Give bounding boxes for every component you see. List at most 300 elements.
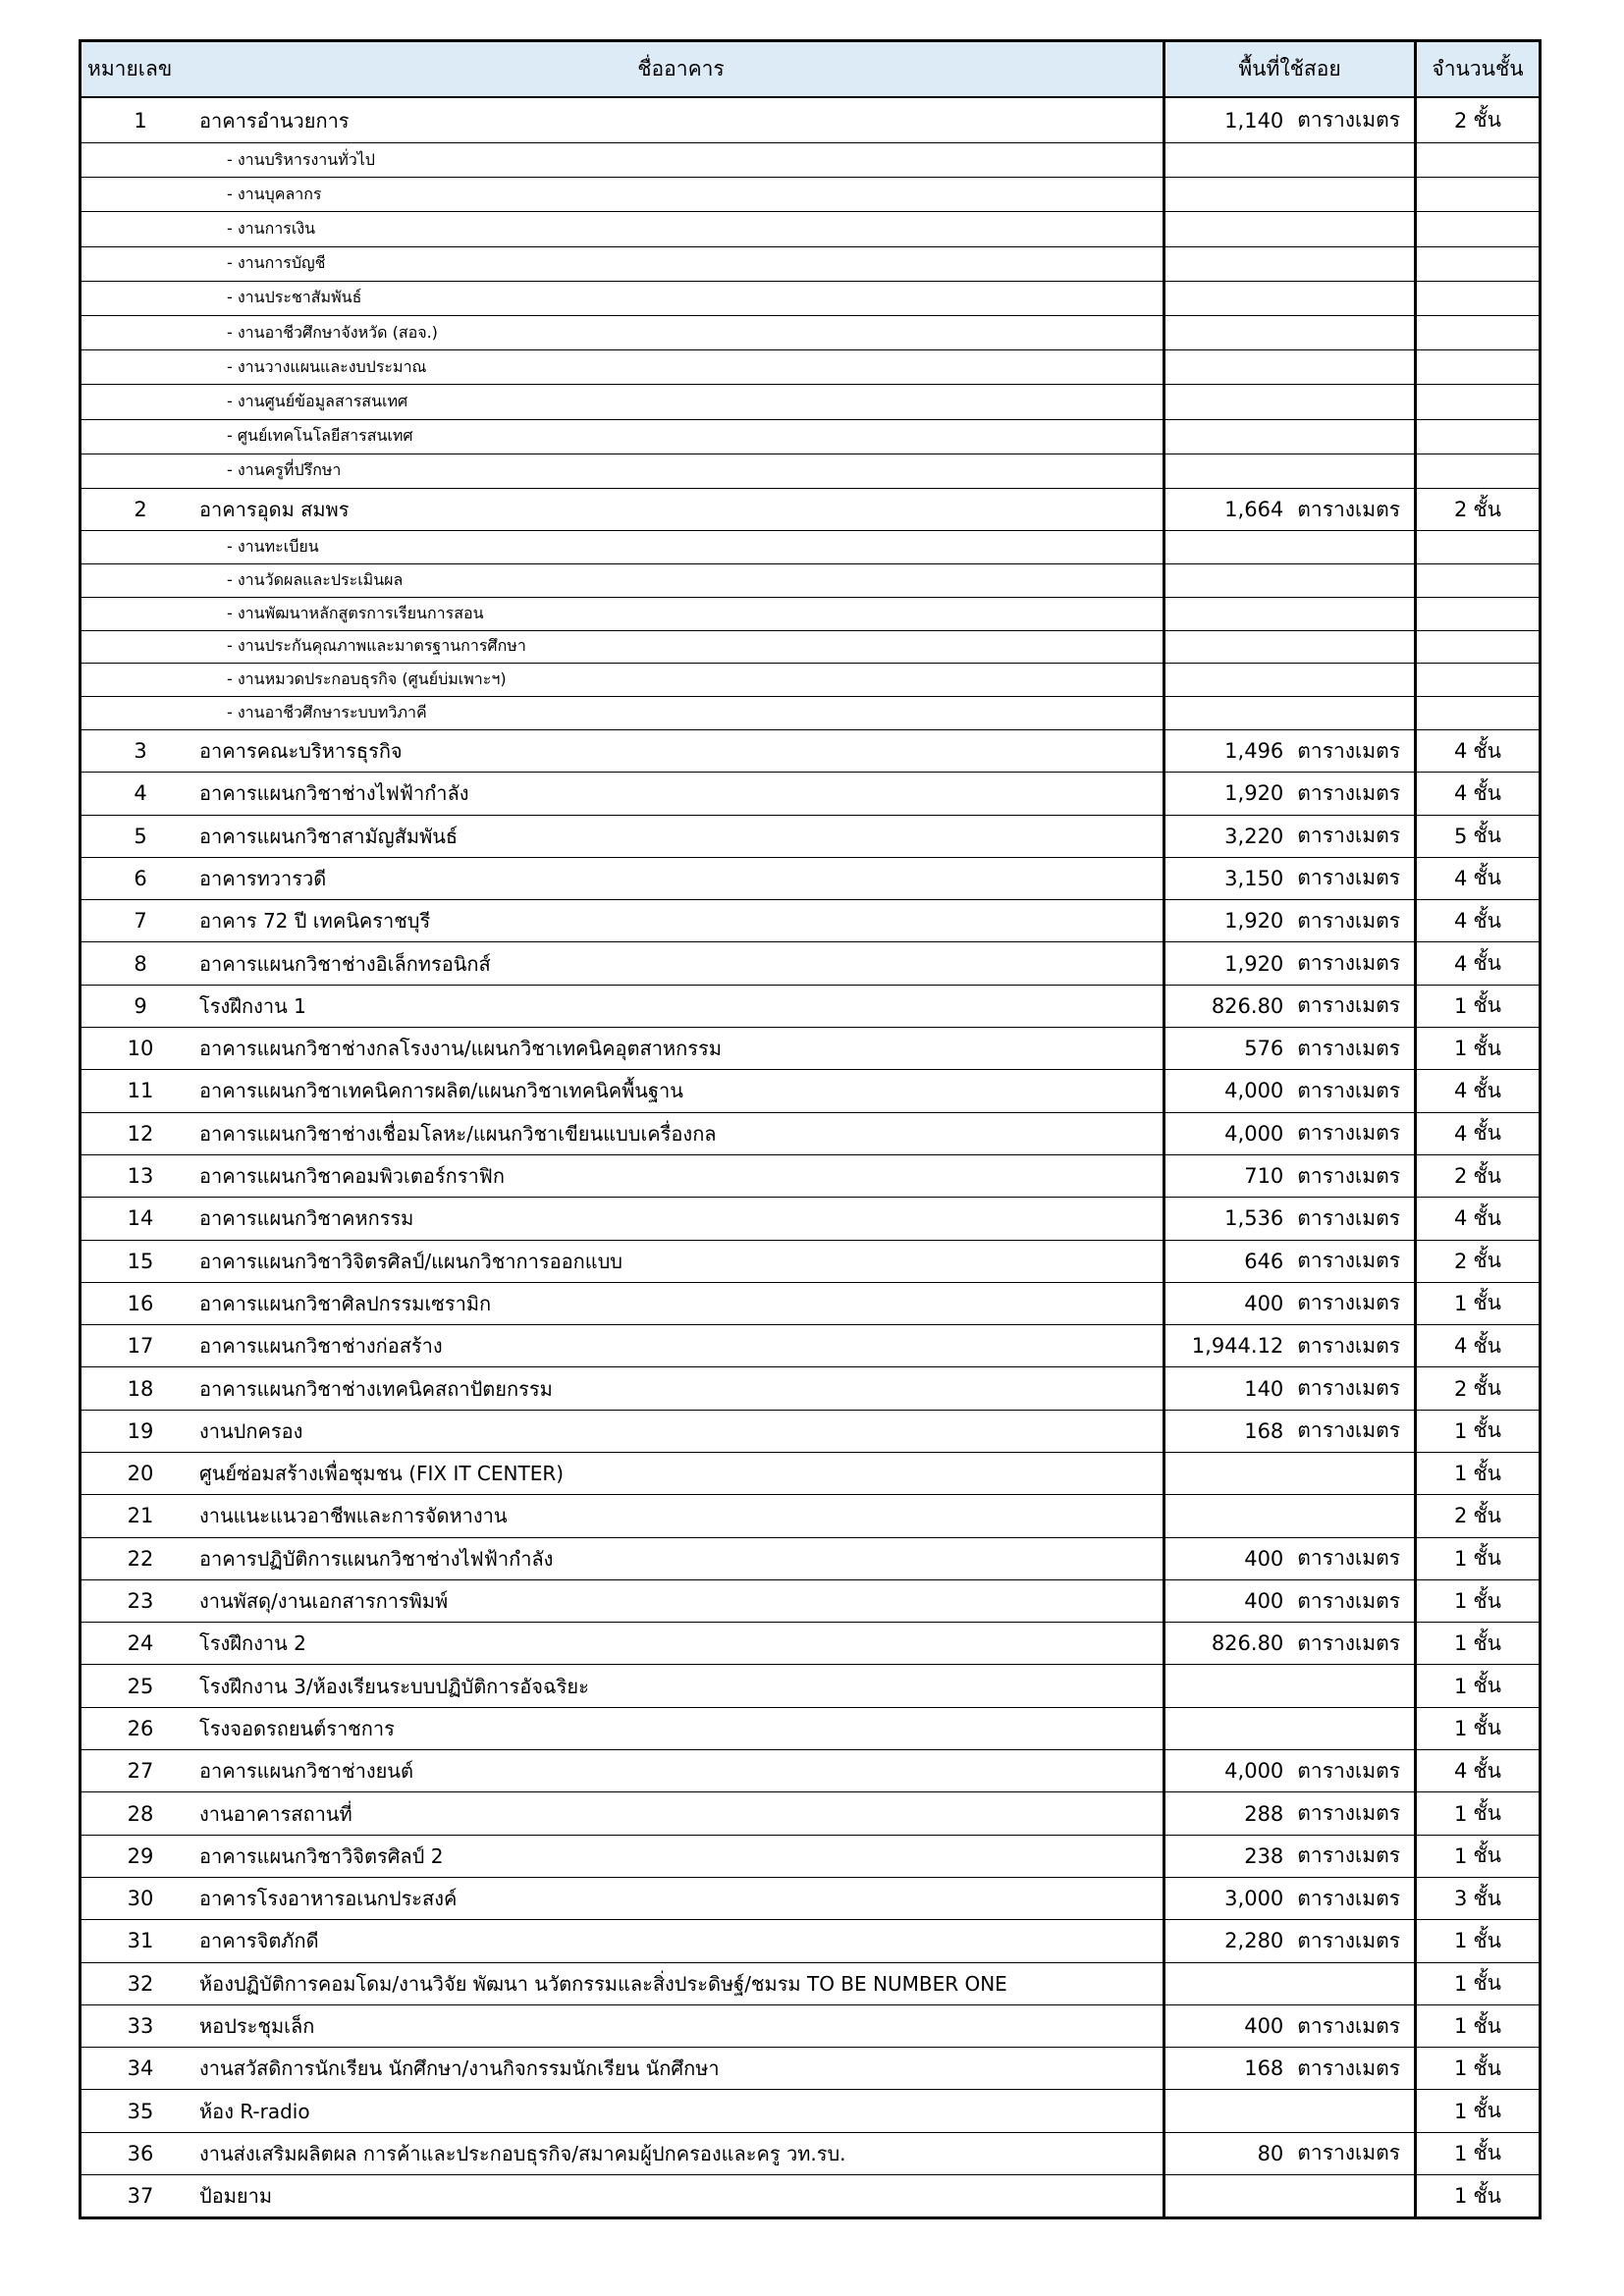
floors-unit: ชั้น xyxy=(1473,866,1501,890)
area-value: 4,000 xyxy=(1224,1121,1284,1146)
header-area: พื้นที่ใช้สอย xyxy=(1163,42,1414,96)
area-unit: ตารางเมตร xyxy=(1297,1205,1400,1230)
sub-item-area-cell xyxy=(1163,247,1414,281)
building-name: โรงฝึกงาน 3/ห้องเรียนระบบปฏิบัติการอัจฉริยะ xyxy=(199,1674,589,1698)
table-row xyxy=(81,1877,1539,1919)
building-floors xyxy=(1414,1070,1539,1111)
floors-unit: ชั้น xyxy=(1473,1205,1501,1230)
building-floors xyxy=(1414,2133,1539,2174)
area-unit: ตารางเมตร xyxy=(1297,1758,1400,1783)
floors-unit: ชั้น xyxy=(1473,1163,1501,1188)
floors-value: 1 xyxy=(1454,1291,1468,1315)
floors-value: 1 xyxy=(1454,1589,1468,1614)
area-unit: ตารางเมตร xyxy=(1297,1928,1400,1952)
building-area xyxy=(1163,1325,1414,1366)
building-area xyxy=(1163,1283,1414,1324)
floors-value: 1 xyxy=(1454,1716,1468,1740)
building-area xyxy=(1163,2048,1414,2089)
building-name: อาคารโรงอาหารอเนกประสงค์ xyxy=(199,1887,458,1911)
floors-unit: ชั้น xyxy=(1473,2013,1501,2038)
building-table xyxy=(79,39,1542,2219)
building-floors xyxy=(1414,2090,1539,2131)
sub-item-row xyxy=(81,211,1539,245)
building-number: 26 xyxy=(127,1716,154,1740)
floors-unit: ชั้น xyxy=(1473,1630,1501,1655)
area-unit: ตารางเมตร xyxy=(1297,1376,1400,1401)
building-floors xyxy=(1414,1538,1539,1579)
building-name: งานส่งเสริมผลิตผล การค้าและประกอบธุรกิจ/สมาคมผู้ปกครองและครู วท.รบ. xyxy=(199,2141,846,2165)
sub-item-row xyxy=(81,281,1539,315)
floors-unit: ชั้น xyxy=(1473,1928,1501,1952)
building-area xyxy=(1163,773,1414,814)
building-name: งานปกครอง xyxy=(199,1418,303,1443)
floors-value: 2 xyxy=(1454,1504,1468,1528)
building-name: อาคารแผนกวิชาช่างเทคนิคสถาปัตยกรรม xyxy=(199,1376,553,1401)
area-value: 1,536 xyxy=(1224,1206,1284,1231)
building-name: งานพัสดุ/งานเอกสารการพิมพ์ xyxy=(199,1589,449,1614)
building-area xyxy=(1163,1070,1414,1111)
area-value: 80 xyxy=(1257,2141,1284,2165)
building-number: 27 xyxy=(127,1759,154,1784)
building-area xyxy=(1163,1538,1414,1579)
building-number: 5 xyxy=(134,824,147,848)
building-number: 28 xyxy=(127,1801,154,1826)
sub-item-area-cell xyxy=(1163,282,1414,315)
sub-item-row xyxy=(81,454,1539,488)
area-unit: ตารางเมตร xyxy=(1297,1843,1400,1868)
area-value: 1,664 xyxy=(1224,498,1284,522)
building-floors xyxy=(1414,1155,1539,1197)
area-value: 1,920 xyxy=(1224,951,1284,976)
table-row xyxy=(81,1919,1539,1961)
building-number: 20 xyxy=(127,1462,154,1486)
area-unit: ตารางเมตร xyxy=(1297,1036,1400,1060)
building-name: อาคารแผนกวิชาศิลปกรรมเซรามิก xyxy=(199,1291,492,1315)
sub-item-floors-cell xyxy=(1414,454,1539,488)
building-area xyxy=(1163,816,1414,857)
sub-item-floors-cell xyxy=(1414,564,1539,597)
building-floors xyxy=(1414,986,1539,1027)
floors-unit: ชั้น xyxy=(1473,1503,1501,1527)
building-number: 17 xyxy=(127,1334,154,1359)
table-row xyxy=(81,1835,1539,1877)
building-area xyxy=(1163,2175,1414,2216)
floors-unit: ชั้น xyxy=(1473,1418,1501,1443)
building-floors xyxy=(1414,1325,1539,1366)
sub-item-area-cell xyxy=(1163,385,1414,418)
building-name: อาคารแผนกวิชาคหกรรม xyxy=(199,1206,414,1231)
table-body xyxy=(81,98,1539,2216)
building-area xyxy=(1163,489,1414,530)
building-name: โรงฝึกงาน 1 xyxy=(199,993,306,1018)
building-area xyxy=(1163,1836,1414,1877)
sub-item-number-cell xyxy=(81,531,199,563)
floors-value: 2 xyxy=(1454,1376,1468,1401)
table-row xyxy=(81,2174,1539,2216)
floors-unit: ชั้น xyxy=(1473,1291,1501,1315)
building-floors xyxy=(1414,1836,1539,1877)
building-area xyxy=(1163,1580,1414,1622)
table-header-row xyxy=(81,42,1539,98)
building-number: 11 xyxy=(127,1079,154,1103)
sub-item-floors-cell xyxy=(1414,247,1539,281)
building-floors xyxy=(1414,1920,1539,1961)
floors-unit: ชั้น xyxy=(1473,1078,1501,1102)
building-number: 24 xyxy=(127,1631,154,1656)
building-name: อาคาร 72 ปี เทคนิคราชบุรี xyxy=(199,909,431,934)
area-unit: ตารางเมตร xyxy=(1297,497,1400,521)
sub-item-name: - งานประกันคุณภาพและมาตรฐานการศึกษา xyxy=(227,636,526,656)
building-area xyxy=(1163,2090,1414,2131)
sub-item-number-cell xyxy=(81,282,199,315)
sub-item-name: - งานอาชีวศึกษาจังหวัด (สอจ.) xyxy=(227,322,438,342)
floors-value: 1 xyxy=(1454,1546,1468,1571)
building-area xyxy=(1163,1241,1414,1282)
sub-item-floors-cell xyxy=(1414,420,1539,454)
table-row xyxy=(81,772,1539,814)
floors-unit: ชั้น xyxy=(1473,1546,1501,1571)
table-row xyxy=(81,1494,1539,1536)
floors-value: 1 xyxy=(1454,2099,1468,2123)
building-name: อาคารคณะบริหารธุรกิจ xyxy=(199,739,403,764)
sub-item-number-cell xyxy=(81,316,199,349)
area-value: 1,944.12 xyxy=(1191,1334,1284,1359)
building-area xyxy=(1163,98,1414,142)
building-area xyxy=(1163,858,1414,899)
area-unit: ตารางเมตร xyxy=(1297,1630,1400,1655)
sub-item-name: - งานวางแผนและงบประมาณ xyxy=(227,356,427,376)
area-unit: ตารางเมตร xyxy=(1297,2056,1400,2080)
floors-unit: ชั้น xyxy=(1473,1461,1501,1485)
building-floors xyxy=(1414,816,1539,857)
floors-unit: ชั้น xyxy=(1473,1036,1501,1060)
table-row xyxy=(81,1452,1539,1494)
building-name: ป้อมยาม xyxy=(199,2184,273,2209)
area-unit: ตารางเมตร xyxy=(1297,1886,1400,1910)
building-name: อาคารแผนกวิชาคอมพิวเตอร์กราฟิก xyxy=(199,1164,505,1189)
building-name: อาคารแผนกวิชาช่างเชื่อมโลหะ/แผนกวิชาเขียนแบบเครื่องกล xyxy=(199,1121,717,1146)
floors-value: 1 xyxy=(1454,1631,1468,1656)
area-value: 826.80 xyxy=(1211,1631,1284,1656)
sub-item-name: - งานอาชีวศึกษาระบบทวิภาคี xyxy=(227,703,427,722)
sub-item-row xyxy=(81,142,1539,177)
floors-value: 1 xyxy=(1454,1462,1468,1486)
building-name: อาคารอำนวยการ xyxy=(199,108,350,133)
building-number: 36 xyxy=(127,2141,154,2165)
building-name: อาคารแผนกวิชาเทคนิคการผลิต/แผนกวิชาเทคนิคพื้นฐาน xyxy=(199,1079,683,1103)
building-number: 12 xyxy=(127,1121,154,1146)
sub-item-number-cell xyxy=(81,454,199,488)
building-area xyxy=(1163,1878,1414,1919)
area-unit: ตารางเมตร xyxy=(1297,738,1400,763)
floors-unit: ชั้น xyxy=(1473,1376,1501,1401)
sub-item-row xyxy=(81,563,1539,597)
building-name: อาคารปฏิบัติการแผนกวิชาช่างไฟฟ้ากำลัง xyxy=(199,1546,554,1571)
sub-item-name: - งานบริหารงานทั่วไป xyxy=(227,149,375,169)
building-number: 22 xyxy=(127,1546,154,1571)
building-name: อาคารแผนกวิชาวิจิตรศิลป์ 2 xyxy=(199,1843,444,1868)
sub-item-row xyxy=(81,349,1539,384)
sub-item-name: - ศูนย์เทคโนโลยีสารสนเทศ xyxy=(227,426,413,446)
building-floors xyxy=(1414,858,1539,899)
building-area xyxy=(1163,1453,1414,1494)
floors-value: 2 xyxy=(1454,108,1468,133)
building-name: งานอาคารสถานที่ xyxy=(199,1801,352,1826)
sub-item-row xyxy=(81,315,1539,349)
floors-value: 4 xyxy=(1454,1079,1468,1103)
table-row xyxy=(81,1197,1539,1239)
area-value: 1,496 xyxy=(1224,739,1284,764)
building-floors xyxy=(1414,1708,1539,1749)
building-area xyxy=(1163,900,1414,941)
sub-item-floors-cell xyxy=(1414,531,1539,563)
table-row xyxy=(81,1112,1539,1154)
area-unit: ตารางเมตร xyxy=(1297,993,1400,1018)
sub-item-floors-cell xyxy=(1414,178,1539,211)
table-row xyxy=(81,1410,1539,1452)
sub-item-name: - งานทะเบียน xyxy=(227,537,319,557)
area-value: 3,000 xyxy=(1224,1887,1284,1911)
floors-value: 1 xyxy=(1454,1971,1468,1996)
sub-item-area-cell xyxy=(1163,564,1414,597)
building-number: 2 xyxy=(134,498,147,522)
area-value: 1,920 xyxy=(1224,909,1284,934)
sub-item-floors-cell xyxy=(1414,385,1539,418)
area-value: 400 xyxy=(1244,1546,1284,1571)
floors-unit: ชั้น xyxy=(1473,780,1501,805)
building-area xyxy=(1163,1665,1414,1706)
table-row xyxy=(81,1154,1539,1197)
building-number: 10 xyxy=(127,1037,154,1061)
building-area xyxy=(1163,986,1414,1027)
floors-unit: ชั้น xyxy=(1473,2056,1501,2080)
building-number: 34 xyxy=(127,2056,154,2081)
building-area xyxy=(1163,1367,1414,1409)
floors-value: 4 xyxy=(1454,781,1468,806)
area-value: 288 xyxy=(1244,1801,1284,1826)
building-area xyxy=(1163,1623,1414,1664)
area-value: 238 xyxy=(1244,1843,1284,1868)
building-number: 9 xyxy=(134,993,147,1018)
building-name: อาคารแผนกวิชาช่างไฟฟ้ากำลัง xyxy=(199,781,469,806)
sub-item-name: - งานการบัญชี xyxy=(227,253,326,273)
area-unit: ตารางเมตร xyxy=(1297,1588,1400,1613)
sub-item-number-cell xyxy=(81,420,199,454)
building-number: 18 xyxy=(127,1376,154,1401)
building-area xyxy=(1163,730,1414,772)
area-unit: ตารางเมตร xyxy=(1297,1801,1400,1826)
table-row xyxy=(81,98,1539,142)
floors-value: 2 xyxy=(1454,498,1468,522)
building-floors xyxy=(1414,773,1539,814)
sub-item-number-cell xyxy=(81,631,199,664)
header-number: หมายเลข xyxy=(87,57,173,80)
floors-value: 1 xyxy=(1454,2014,1468,2038)
floors-unit: ชั้น xyxy=(1473,908,1501,933)
table-row xyxy=(81,1664,1539,1706)
floors-value: 1 xyxy=(1454,1801,1468,1826)
building-name: อาคารอุดม สมพร xyxy=(199,498,350,522)
area-value: 168 xyxy=(1244,1418,1284,1443)
building-number: 23 xyxy=(127,1589,154,1614)
building-floors xyxy=(1414,1198,1539,1239)
floors-unit: ชั้น xyxy=(1473,1886,1501,1910)
building-floors xyxy=(1414,489,1539,530)
building-number: 15 xyxy=(127,1249,154,1273)
floors-value: 1 xyxy=(1454,1843,1468,1868)
building-floors xyxy=(1414,730,1539,772)
sub-item-number-cell xyxy=(81,143,199,177)
sub-item-row xyxy=(81,177,1539,211)
floors-unit: ชั้น xyxy=(1473,1971,1501,1996)
sub-item-area-cell xyxy=(1163,143,1414,177)
sub-item-number-cell xyxy=(81,350,199,384)
sub-item-number-cell xyxy=(81,697,199,729)
building-name: หอประชุมเล็ก xyxy=(199,2014,315,2038)
table-row xyxy=(81,941,1539,984)
sub-item-name: - งานบุคลากร xyxy=(227,184,322,203)
area-unit: ตารางเมตร xyxy=(1297,951,1400,976)
sub-item-floors-cell xyxy=(1414,212,1539,245)
building-number: 6 xyxy=(134,866,147,890)
area-unit: ตารางเมตร xyxy=(1297,1249,1400,1273)
floors-value: 4 xyxy=(1454,951,1468,976)
building-number: 3 xyxy=(134,739,147,764)
area-value: 2,280 xyxy=(1224,1929,1284,1953)
sub-item-area-cell xyxy=(1163,697,1414,729)
building-floors xyxy=(1414,1241,1539,1282)
area-value: 168 xyxy=(1244,2056,1284,2081)
table-row xyxy=(81,899,1539,941)
floors-unit: ชั้น xyxy=(1473,1249,1501,1273)
floors-value: 2 xyxy=(1454,1164,1468,1189)
floors-unit: ชั้น xyxy=(1473,1588,1501,1613)
area-unit: ตารางเมตร xyxy=(1297,866,1400,890)
area-unit: ตารางเมตร xyxy=(1297,1078,1400,1102)
sub-item-floors-cell xyxy=(1414,316,1539,349)
area-unit: ตารางเมตร xyxy=(1297,824,1400,848)
table-row xyxy=(81,1962,1539,2004)
building-name: งานแนะแนวอาชีพและการจัดหางาน xyxy=(199,1504,508,1528)
table-row xyxy=(81,1366,1539,1409)
building-floors xyxy=(1414,1963,1539,2004)
building-number: 32 xyxy=(127,1971,154,1996)
sub-item-floors-cell xyxy=(1414,631,1539,664)
floors-value: 4 xyxy=(1454,909,1468,934)
floors-value: 4 xyxy=(1454,1334,1468,1359)
area-value: 710 xyxy=(1244,1164,1284,1189)
sub-item-number-cell xyxy=(81,385,199,418)
building-name: อาคารแผนกวิชาช่างยนต์ xyxy=(199,1759,413,1784)
building-number: 37 xyxy=(127,2184,154,2209)
table-row xyxy=(81,2089,1539,2131)
sub-item-name: - งานประชาสัมพันธ์ xyxy=(227,288,362,307)
area-value: 3,150 xyxy=(1224,866,1284,890)
sub-item-name: - งานพัฒนาหลักสูตรการเรียนการสอน xyxy=(227,603,484,622)
sub-item-row xyxy=(81,630,1539,664)
floors-value: 1 xyxy=(1454,1418,1468,1443)
sub-item-row xyxy=(81,246,1539,281)
sub-item-area-cell xyxy=(1163,178,1414,211)
floors-unit: ชั้น xyxy=(1473,1716,1501,1740)
floors-unit: ชั้น xyxy=(1473,1333,1501,1358)
floors-unit: ชั้น xyxy=(1473,2141,1501,2165)
building-number: 33 xyxy=(127,2014,154,2038)
building-number: 16 xyxy=(127,1291,154,1315)
building-number: 35 xyxy=(127,2099,154,2123)
building-name: โรงจอดรถยนต์ราชการ xyxy=(199,1716,395,1740)
building-number: 1 xyxy=(134,108,147,133)
building-area xyxy=(1163,1963,1414,2004)
building-number: 31 xyxy=(127,1929,154,1953)
building-name: ศูนย์ซ่อมสร้างเพื่อชุมชน (FIX IT CENTER) xyxy=(199,1462,565,1486)
table-row xyxy=(81,2004,1539,2047)
floors-unit: ชั้น xyxy=(1473,1121,1501,1146)
sub-item-floors-cell xyxy=(1414,350,1539,384)
building-floors xyxy=(1414,1750,1539,1791)
table-row xyxy=(81,1240,1539,1282)
sub-item-floors-cell xyxy=(1414,598,1539,630)
area-unit: ตารางเมตร xyxy=(1297,1291,1400,1315)
table-row xyxy=(81,488,1539,530)
table-row xyxy=(81,1622,1539,1664)
building-floors xyxy=(1414,2005,1539,2047)
sub-item-area-cell xyxy=(1163,350,1414,384)
building-floors xyxy=(1414,942,1539,984)
table-row xyxy=(81,729,1539,772)
building-floors xyxy=(1414,900,1539,941)
table-row xyxy=(81,1537,1539,1579)
area-unit: ตารางเมตร xyxy=(1297,2013,1400,2038)
floors-unit: ชั้น xyxy=(1473,824,1501,848)
floors-unit: ชั้น xyxy=(1473,497,1501,521)
floors-value: 3 xyxy=(1454,1887,1468,1911)
building-floors xyxy=(1414,1028,1539,1069)
area-value: 826.80 xyxy=(1211,993,1284,1018)
sub-item-floors-cell xyxy=(1414,143,1539,177)
sub-item-row xyxy=(81,419,1539,454)
area-unit: ตารางเมตร xyxy=(1297,2141,1400,2165)
sub-item-area-cell xyxy=(1163,531,1414,563)
area-unit: ตารางเมตร xyxy=(1297,1121,1400,1146)
area-unit: ตารางเมตร xyxy=(1297,1163,1400,1188)
building-floors xyxy=(1414,1878,1539,1919)
building-number: 30 xyxy=(127,1887,154,1911)
building-floors xyxy=(1414,1792,1539,1834)
area-unit: ตารางเมตร xyxy=(1297,1333,1400,1358)
floors-unit: ชั้น xyxy=(1473,951,1501,976)
building-area xyxy=(1163,2005,1414,2047)
building-number: 19 xyxy=(127,1418,154,1443)
sub-item-area-cell xyxy=(1163,598,1414,630)
area-value: 576 xyxy=(1244,1037,1284,1061)
table-row xyxy=(81,1579,1539,1622)
sub-item-number-cell xyxy=(81,598,199,630)
table-row xyxy=(81,1749,1539,1791)
building-number: 7 xyxy=(134,909,147,934)
table-row xyxy=(81,1707,1539,1749)
area-value: 4,000 xyxy=(1224,1759,1284,1784)
building-name: ห้อง R-radio xyxy=(199,2099,310,2123)
building-name: อาคารจิตภักดี xyxy=(199,1929,319,1953)
sub-item-number-cell xyxy=(81,664,199,696)
area-unit: ตารางเมตร xyxy=(1297,108,1400,132)
building-area xyxy=(1163,1113,1414,1154)
sub-item-area-cell xyxy=(1163,631,1414,664)
floors-unit: ชั้น xyxy=(1473,738,1501,763)
table-row xyxy=(81,1324,1539,1366)
table-row xyxy=(81,1791,1539,1834)
